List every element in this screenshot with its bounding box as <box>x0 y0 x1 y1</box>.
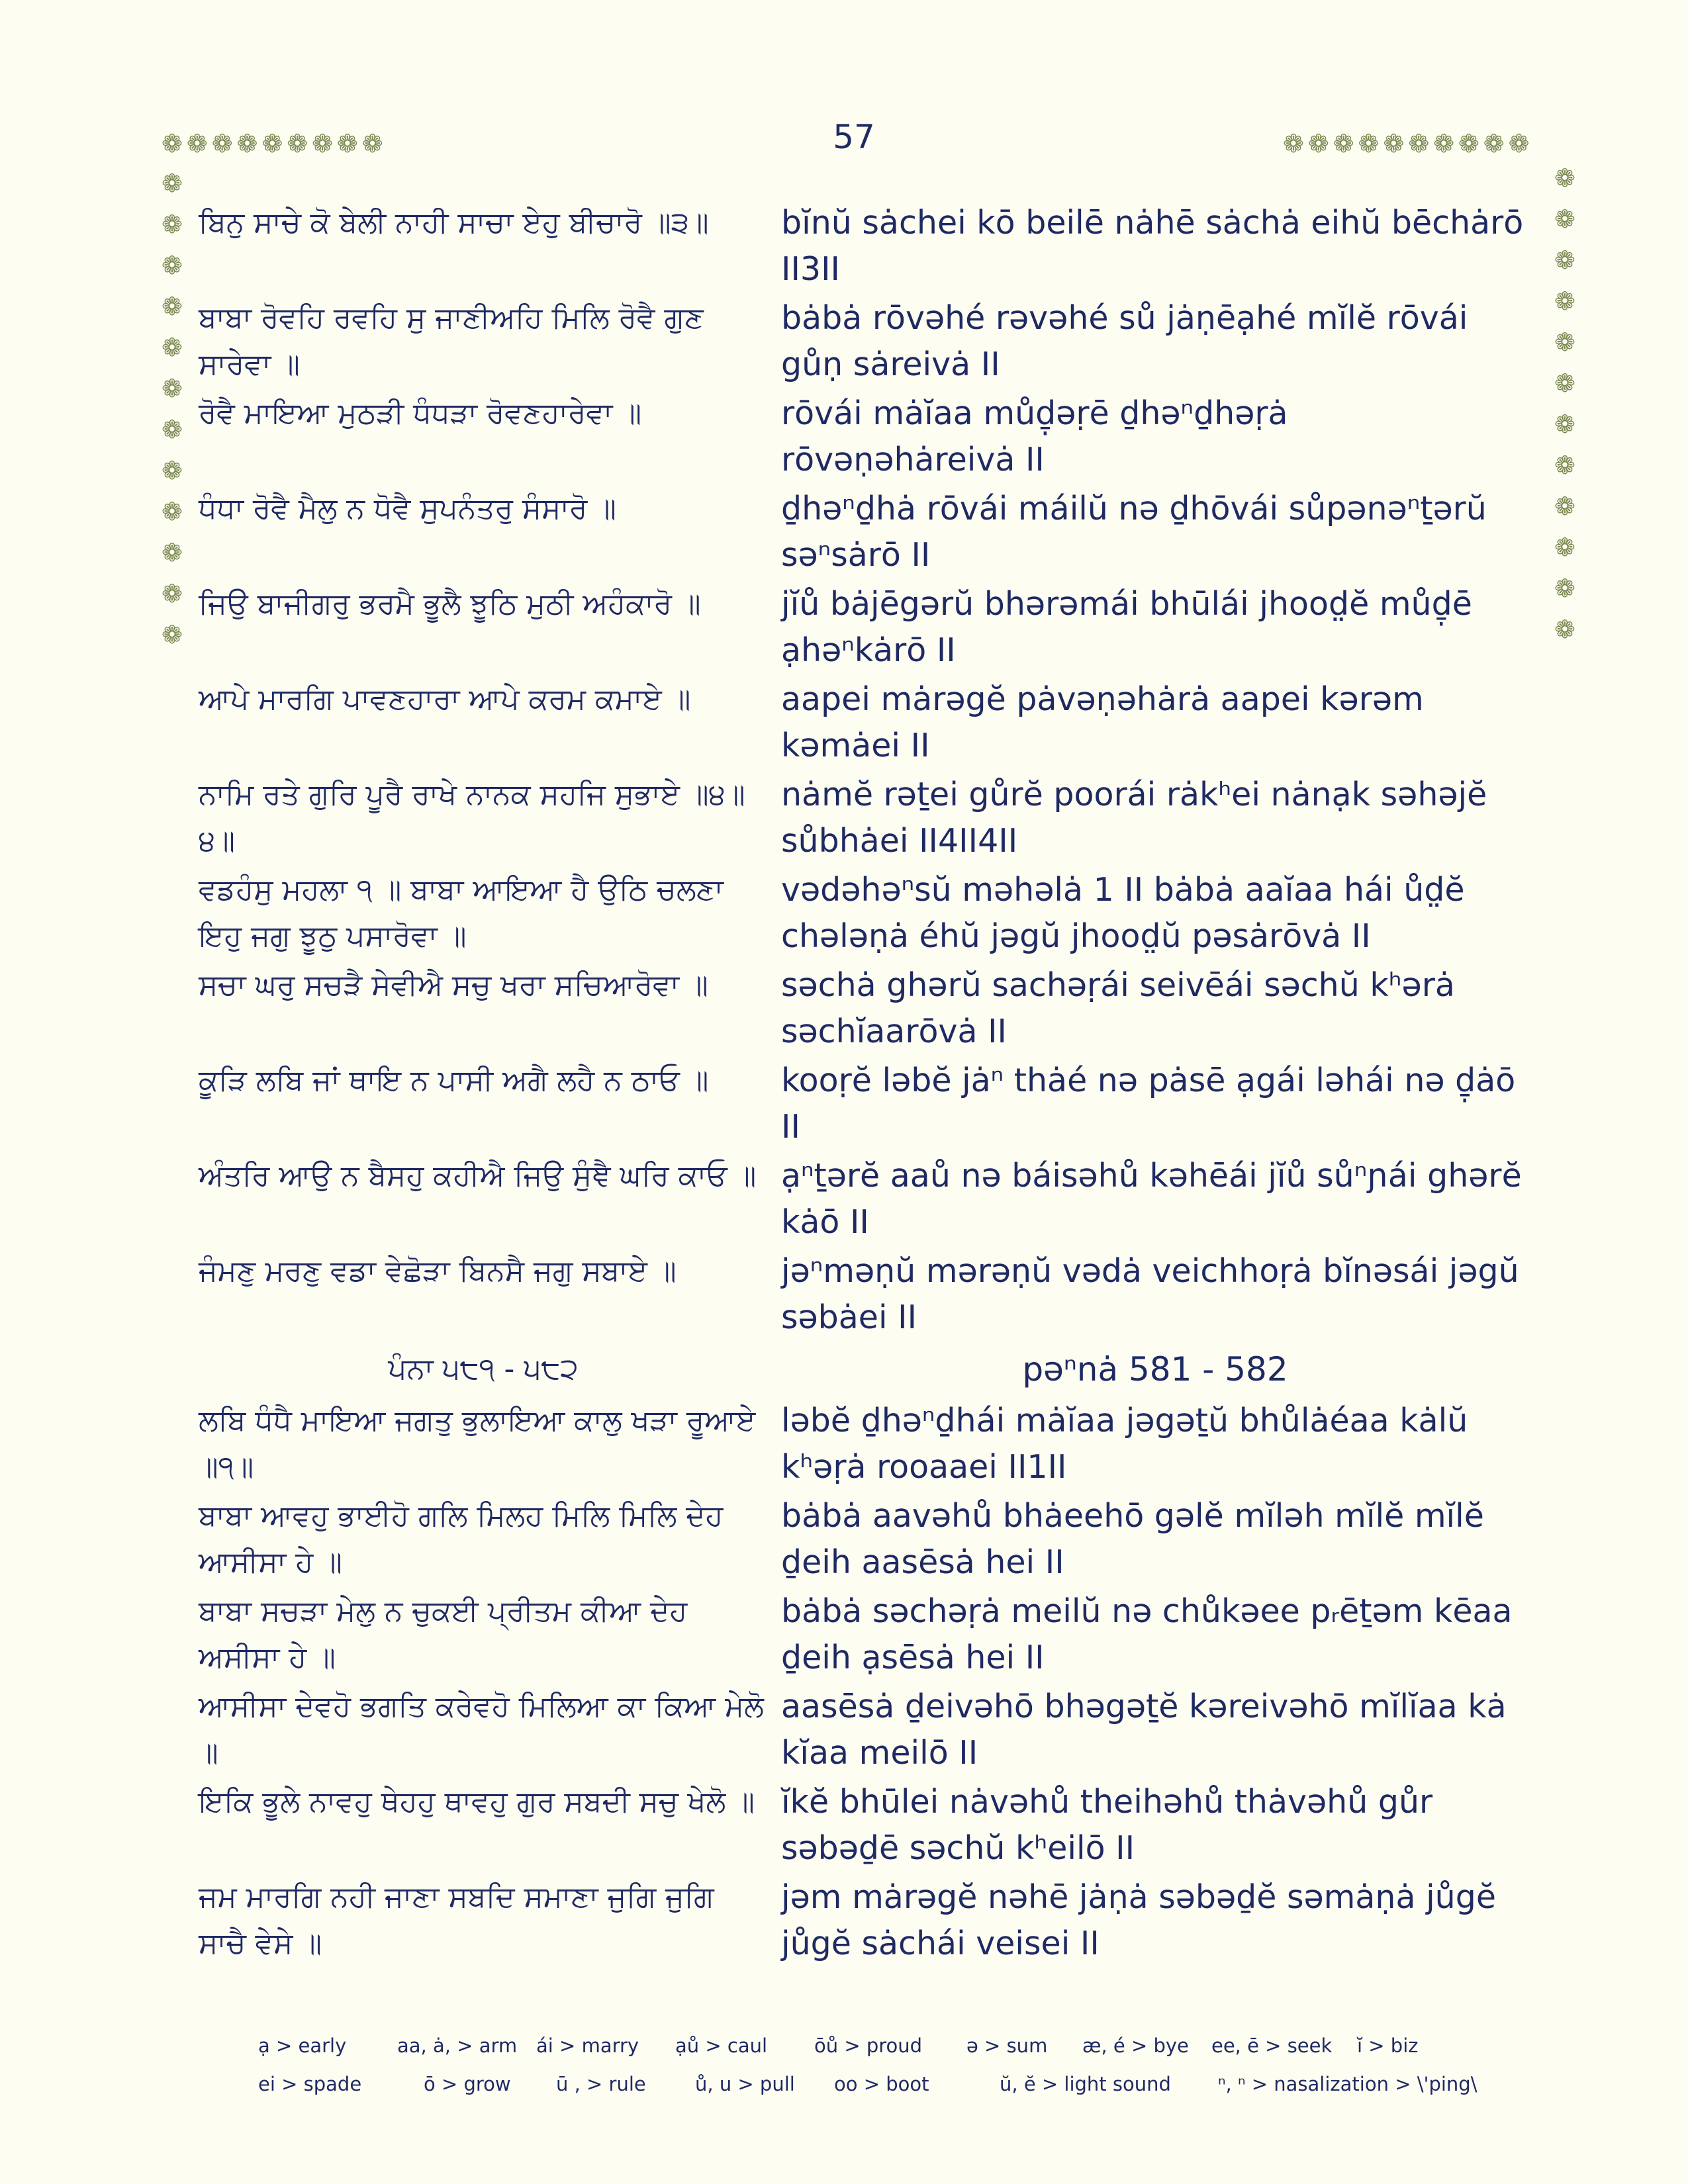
transliteration-text: kooṛĕ ləbĕ jȧⁿ thȧé nə pȧsē ạgái ləhái nə ḏ̣ȧō II <box>781 1062 1516 1146</box>
gurmukhi-text: ਵਡਹੰਸੁ ਮਹਲਾ ੧ ॥ ਬਾਬਾ ਆਇਆ ਹੈ ਉਠਿ ਚਲਣਾ ਇਹੁ ਜਗੁ ਝੂਠੁ ਪਸਾਰੋਵਾ ॥ <box>199 873 724 953</box>
flower-icon: ❁ <box>162 620 183 649</box>
flower-icon: ❁ <box>1554 246 1575 275</box>
flower-icon: ❁ <box>312 129 333 158</box>
flower-icon: ❁ <box>1358 129 1380 158</box>
verse-row <box>199 772 1529 864</box>
legend-item: æ, é > bye <box>1082 2034 1189 2057</box>
flower-icon: ❁ <box>1554 574 1575 603</box>
verse-list <box>199 200 1529 1970</box>
flower-icon: ❁ <box>1458 129 1479 158</box>
legend-item: ə > sum <box>966 2034 1048 2057</box>
gurmukhi-text: ਸਚਾ ਘਰੁ ਸਚੜੈ ਸੇਵੀਐ ਸਚੁ ਖਰਾ ਸਚਿਆਰੋਵਾ ॥ <box>199 968 708 1002</box>
verse-row <box>199 676 1529 769</box>
legend-item: ạů > caul <box>675 2034 768 2057</box>
flower-icon: ❁ <box>162 538 183 567</box>
gurmukhi-text: ਜਮ ਮਾਰਗਿ ਨਹੀ ਜਾਣਾ ਸਬਦਿ ਸਮਾਣਾ ਜੁਗਿ ਜੁਗਿ ਸਾਚੈ ਵੇਸੇ ॥ <box>199 1880 714 1960</box>
verse-row <box>199 1874 1529 1967</box>
flower-icon: ❁ <box>162 579 183 608</box>
gurmukhi-text: ਲਬਿ ਧੰਧੈ ਮਾਇਆ ਜਗਤੁ ਭੁਲਾਇਆ ਕਾਲੁ ਖੜਾ ਰੂਆਏ ॥੧॥ <box>199 1404 756 1484</box>
flower-icon: ❁ <box>162 333 183 362</box>
gurmukhi-text: ਬਾਬਾ ਸਚੜਾ ਮੇਲੁ ਨ ਚੁਕਈ ਪ੍ਰੀਤਮ ਕੀਆ ਦੇਹ ਅਸੀਸਾ ਹੇ ॥ <box>199 1594 688 1674</box>
pronunciation-legend <box>258 2026 1516 2103</box>
transliteration-text: ĭkĕ bhūlei nȧvəhů theihəhů thȧvəhů gůr səbəḏē səchŭ kʰeilō II <box>781 1783 1433 1867</box>
flower-icon: ❁ <box>1554 328 1575 357</box>
transliteration-text: jəⁿməṇŭ mərəṇŭ vədȧ veichhoṛȧ bĭnəsái jəgŭ səbȧei II <box>781 1252 1519 1336</box>
gurmukhi-text: ਬਾਬਾ ਰੋਵਹਿ ਰਵਹਿ ਸੁ ਜਾਣੀਅਹਿ ਮਿਲਿ ਰੋਵੈ ਗੁਣ ਸਾਰੇਵਾ ॥ <box>199 301 704 381</box>
verse-row <box>199 200 1529 293</box>
legend-item: ū , > rule <box>556 2073 646 2095</box>
flower-icon: ❁ <box>162 251 183 280</box>
flower-icon: ❁ <box>1307 129 1329 158</box>
verse-row <box>199 1588 1529 1681</box>
flower-icon: ❁ <box>1554 205 1575 234</box>
flower-icon: ❁ <box>162 129 183 158</box>
flower-icon: ❁ <box>1554 492 1575 521</box>
flower-icon: ❁ <box>1483 129 1505 158</box>
flower-icon: ❁ <box>1554 451 1575 480</box>
legend-item: ⁿ, ⁿ > nasalization > \'ping\ <box>1218 2073 1477 2095</box>
verse-row <box>199 1398 1529 1490</box>
flower-icon: ❁ <box>361 129 383 158</box>
legend-item: ů, u > pull <box>695 2073 795 2095</box>
verse-row <box>199 295 1529 388</box>
flower-icon: ❁ <box>162 374 183 403</box>
gurmukhi-text: ਜਿਉ ਬਾਜੀਗਰੁ ਭਰਮੈ ਭੂਲੈ ਝੂਠਿ ਮੁਠੀ ਅਹੰਕਾਰੋ ॥ <box>199 587 701 621</box>
flower-icon: ❁ <box>162 497 183 526</box>
legend-item: ĭ > biz <box>1357 2034 1419 2057</box>
gurmukhi-text: ਧੰਧਾ ਰੋਵੈ ਮੈਲੁ ਨ ਧੋਵੈ ਸੁਪਨੰਤਰੁ ਸੰਸਾਰੋ ॥ <box>199 492 616 525</box>
transliteration-text: vədəhəⁿsŭ məhəlȧ 1 II bȧbȧ aaĭaa hái ůd̤ĕ chələṇȧ éhŭ jəgŭ jhood̤ŭ pəsȧrōvȧ II <box>781 871 1465 955</box>
verse-row <box>199 1153 1529 1246</box>
gurmukhi-text: ਰੋਵੈ ਮਾਇਆ ਮੁਠੜੀ ਧੰਧੜਾ ਰੋਵਣਹਾਰੇਵਾ ॥ <box>199 396 642 430</box>
transliteration-text: bĭnŭ sȧchei kō beilē nȧhē sȧchȧ eihŭ bēchȧrō II3II <box>781 204 1524 288</box>
page-number: 57 <box>833 118 875 156</box>
page-range-translit: pəⁿnȧ 581 - 582 <box>1022 1350 1288 1388</box>
legend-item: oo > boot <box>834 2073 929 2095</box>
transliteration-text: bȧbȧ aavəhů bhȧeehō gəlĕ mĭləh mĭlĕ mĭlĕ ḏeih aasēsȧ hei II <box>781 1497 1484 1581</box>
verse-row <box>199 1058 1529 1150</box>
flower-icon: ❁ <box>1383 129 1405 158</box>
gurmukhi-text: ਆਪੇ ਮਾਰਗਿ ਪਾਵਣਹਾਰਾ ਆਪੇ ਕਰਮ ਕਮਾਏ ॥ <box>199 682 691 716</box>
flower-icon: ❁ <box>186 129 208 158</box>
gurmukhi-text: ਜੰਮਣੁ ਮਰਣੁ ਵਡਾ ਵੇਛੋੜਾ ਬਿਨਸੈ ਜਗੁ ਸਬਾਏ ॥ <box>199 1254 677 1288</box>
flower-icon: ❁ <box>1333 129 1354 158</box>
transliteration-text: aapei mȧrəgĕ pȧvəṇəhȧrȧ aapei kərəm kəmȧei II <box>781 680 1424 764</box>
gurmukhi-text: ਬਿਨੁ ਸਾਚੇ ਕੋ ਬੇਲੀ ਨਾਹੀ ਸਾਚਾ ਏਹੁ ਬੀਚਾਰੋ ॥੩॥ <box>199 206 709 240</box>
gurmukhi-text: ਕੂੜਿ ਲਬਿ ਜਾਂ ਥਾਇ ਨ ਪਾਸੀ ਅਗੈ ਲਹੈ ਨ ਠਾਓ ॥ <box>199 1064 709 1097</box>
verse-row <box>199 1779 1529 1872</box>
legend-item: ŭ, ĕ > light sound <box>1000 2073 1171 2095</box>
legend-item: ạ > early <box>258 2034 347 2057</box>
flower-icon: ❁ <box>236 129 258 158</box>
legend-item: ōů > proud <box>814 2034 923 2057</box>
legend-row <box>258 2065 1516 2103</box>
page-range-gurmukhi: ਪੰਨਾ ੫੮੧ - ੫੮੨ <box>388 1352 579 1386</box>
transliteration-text: ạⁿṯərĕ aaů nə báisəhů kəhēái jĭů sůⁿɲái ghərĕ kȧō II <box>781 1157 1522 1241</box>
flower-icon: ❁ <box>162 169 183 198</box>
flower-icon: ❁ <box>1554 410 1575 439</box>
flower-icon: ❁ <box>1554 163 1575 193</box>
verse-row <box>199 867 1529 960</box>
flower-icon: ❁ <box>1554 287 1575 316</box>
legend-item: ee, ē > seek <box>1211 2034 1333 2057</box>
transliteration-text: ləbĕ ḏhəⁿḏhái mȧĭaa jəgəṯŭ bhůlȧéaa kȧlŭ kʰəṛȧ rooaaei II1II <box>781 1402 1468 1486</box>
transliteration-text: bȧbȧ səchəṛȧ meilŭ nə chůkəee pᵣēṯəm kēaa ḏeih ạsēsȧ hei II <box>781 1592 1513 1676</box>
transliteration-text: ḏhəⁿḏhȧ rōvái máilŭ nə ḏhōvái sůpənəⁿṯərŭ səⁿsȧrō II <box>781 490 1487 574</box>
verse-row <box>199 1493 1529 1586</box>
gurmukhi-text: ਇਕਿ ਭੂਲੇ ਨਾਵਹੁ ਥੇਹਹੁ ਥਾਵਹੁ ਗੁਰ ਸਬਦੀ ਸਚੁ ਖੇਲੋ ॥ <box>199 1785 755 1819</box>
legend-item: aa, ȧ, > arm <box>397 2034 518 2057</box>
transliteration-text: səchȧ ghərŭ sachəṛái seivēái səchŭ kʰərȧ səchĭaarōvȧ II <box>781 966 1455 1050</box>
verse-row <box>199 486 1529 578</box>
verse-row <box>199 1248 1529 1341</box>
flower-icon: ❁ <box>162 456 183 485</box>
transliteration-text: rōvái mȧĭaa můḏ̣əṛē ḏhəⁿḏhəṛȧ rōvəṇəhȧreivȧ II <box>781 394 1288 478</box>
flower-icon: ❁ <box>1408 129 1430 158</box>
verse-row <box>199 581 1529 674</box>
flower-icon: ❁ <box>162 415 183 444</box>
verse-row <box>199 962 1529 1055</box>
flower-icon: ❁ <box>261 129 283 158</box>
flower-icon: ❁ <box>287 129 308 158</box>
transliteration-text: jəm mȧrəgĕ nəhē jȧṇȧ səbəḏĕ səmȧṇȧ jůgĕ jůgĕ sȧchái veisei II <box>781 1878 1496 1962</box>
transliteration-text: aasēsȧ ḏeivəhō bhəgəṯĕ kəreivəhō mĭlĭaa kȧ kĭaa meilō II <box>781 1688 1507 1772</box>
ornament-row-left <box>162 131 383 156</box>
legend-item: ō > grow <box>424 2073 511 2095</box>
flower-icon: ❁ <box>211 129 233 158</box>
gurmukhi-text: ਅੰਤਰਿ ਆਉ ਨ ਬੈਸਹੁ ਕਹੀਐ ਜਿਉ ਸੁੰਞੈ ਘਰਿ ਕਾਓ ॥ <box>199 1159 757 1193</box>
flower-icon: ❁ <box>1433 129 1454 158</box>
legend-row <box>258 2026 1516 2065</box>
transliteration-text: jĭů bȧjēgərŭ bhərəmái bhūlái jhood̤ĕ můḏ̣ē ạhəⁿkȧrō II <box>781 585 1472 669</box>
legend-item: ei > spade <box>258 2073 362 2095</box>
verse-row <box>199 1684 1529 1776</box>
gurmukhi-text: ਬਾਬਾ ਆਵਹੁ ਭਾਈਹੋ ਗਲਿ ਮਿਲਹ ਮਿਲਿ ਮਿਲਿ ਦੇਹ ਆਸੀਸਾ ਹੇ ॥ <box>199 1499 724 1579</box>
flower-icon: ❁ <box>336 129 358 158</box>
transliteration-text: bȧbȧ rōvəhé rəvəhé sů jȧṇēạhé mĭlĕ rōvái gůṇ sȧreivȧ II <box>781 299 1468 383</box>
ornament-row-right <box>1283 131 1529 156</box>
gurmukhi-text: ਨਾਮਿ ਰਤੇ ਗੁਰਿ ਪੂਰੈ ਰਾਖੇ ਨਾਨਕ ਸਹਜਿ ਸੁਭਾਏ ॥੪॥੪॥ <box>199 778 745 858</box>
flower-icon: ❁ <box>1554 533 1575 562</box>
legend-item: ái > marry <box>536 2034 639 2057</box>
flower-icon: ❁ <box>1554 615 1575 644</box>
transliteration-text: nȧmĕ rəṯei gůrĕ poorái rȧkʰei nȧnạk səhəjĕ sůbhȧei II4II4II <box>781 776 1487 860</box>
flower-icon: ❁ <box>1554 369 1575 398</box>
flower-icon: ❁ <box>1508 129 1530 158</box>
page-range-heading <box>199 1343 1529 1395</box>
verse-row <box>199 390 1529 483</box>
gurmukhi-text: ਆਸੀਸਾ ਦੇਵਹੋ ਭਗਤਿ ਕਰੇਵਹੋ ਮਿਲਿਆ ਕਾ ਕਿਆ ਮੇਲੋ ॥ <box>199 1690 764 1770</box>
flower-icon: ❁ <box>162 292 183 321</box>
flower-icon: ❁ <box>162 210 183 239</box>
flower-icon: ❁ <box>1283 129 1304 158</box>
